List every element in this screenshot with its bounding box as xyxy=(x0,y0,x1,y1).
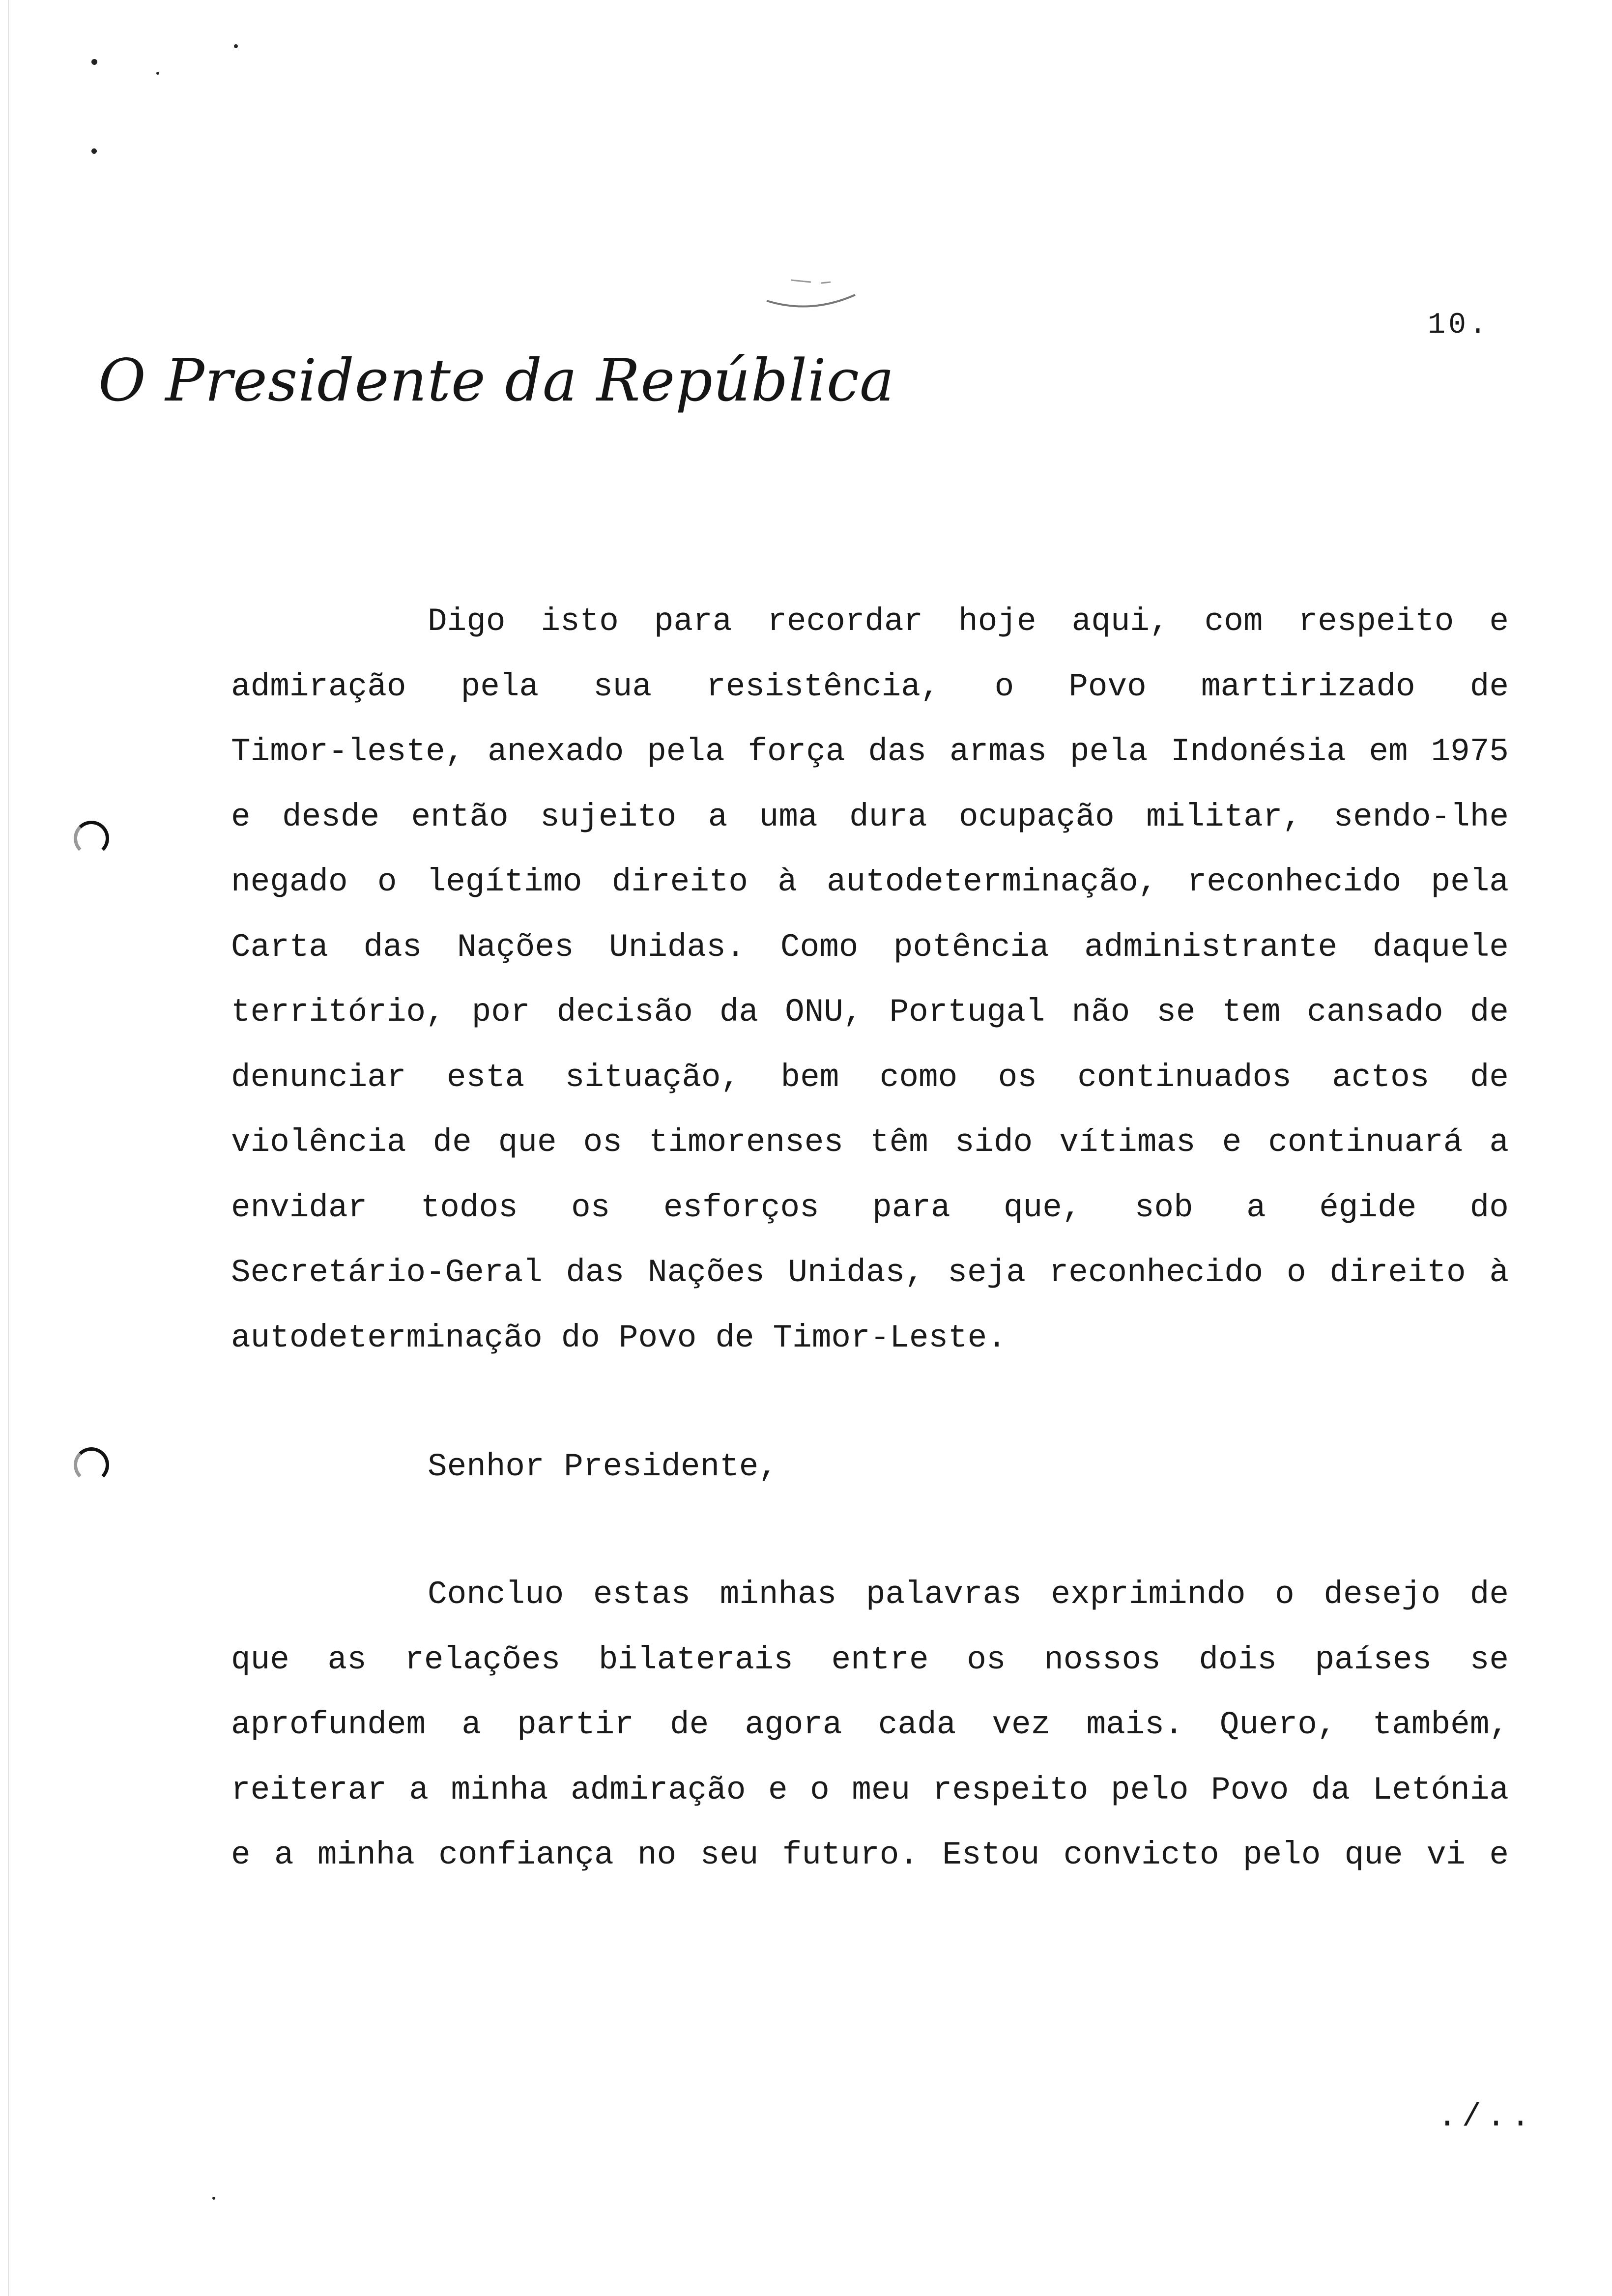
word: e xyxy=(768,1771,788,1808)
word: daquele xyxy=(1372,928,1509,966)
word: meu xyxy=(852,1771,911,1808)
word: envidar xyxy=(231,1189,368,1226)
word: Como xyxy=(780,928,859,966)
word: administrante xyxy=(1084,928,1338,966)
word: da xyxy=(719,994,759,1031)
word: Carta xyxy=(231,928,329,966)
word: minha xyxy=(317,1837,415,1873)
salutation: Senhor Presidente, xyxy=(428,1448,778,1485)
continuation-mark: ./.. xyxy=(1438,2098,1535,2135)
word: Secretário-Geral xyxy=(231,1254,543,1291)
text-line xyxy=(231,928,1509,967)
word: território, xyxy=(231,994,445,1031)
word: com xyxy=(1204,603,1263,640)
word: sob xyxy=(1134,1189,1193,1226)
word: minhas xyxy=(720,1576,837,1613)
word: e xyxy=(231,1837,251,1873)
word: Estou xyxy=(942,1837,1040,1873)
word: confiança xyxy=(438,1837,614,1873)
word: seu xyxy=(700,1837,759,1873)
punch-hole-lower xyxy=(74,1447,109,1483)
word: Unidas. xyxy=(609,928,746,966)
word: minha xyxy=(451,1771,548,1808)
word: em xyxy=(1369,733,1408,770)
word: anexado xyxy=(488,733,624,770)
word: que xyxy=(231,1641,289,1678)
word: no xyxy=(637,1837,677,1873)
word: potência xyxy=(893,928,1049,966)
word: pela xyxy=(1069,733,1148,770)
word: futuro. xyxy=(782,1837,919,1873)
text-line xyxy=(231,1836,1509,1875)
text-line xyxy=(231,1058,1509,1097)
word: Povo xyxy=(1210,1771,1289,1808)
word: os xyxy=(571,1189,610,1226)
word: Digo xyxy=(428,603,506,640)
word: a xyxy=(708,798,728,835)
word: à xyxy=(777,863,797,900)
word: admiração xyxy=(571,1771,746,1808)
word: pela xyxy=(1431,863,1509,900)
word: decisão xyxy=(556,994,693,1031)
word: direito xyxy=(611,863,748,900)
word: de xyxy=(1469,1059,1509,1096)
word: nossos xyxy=(1044,1641,1161,1678)
word: todos xyxy=(420,1189,518,1226)
word: bem xyxy=(780,1059,839,1096)
word: dois xyxy=(1199,1641,1277,1678)
word: Indonésia xyxy=(1171,733,1346,770)
word: força xyxy=(748,733,845,770)
word: o xyxy=(810,1771,830,1808)
word: esforços xyxy=(663,1189,819,1226)
word: martirizado xyxy=(1201,668,1415,705)
letterhead: O Presidente da República xyxy=(98,346,895,414)
word: reconhecido xyxy=(1187,863,1402,900)
word: dura xyxy=(849,798,927,835)
word: da xyxy=(1311,1771,1351,1808)
text-line xyxy=(231,1253,1509,1292)
word: bilaterais xyxy=(598,1641,793,1678)
word: a xyxy=(409,1771,429,1808)
word: sua xyxy=(593,668,652,705)
word: têm xyxy=(869,1124,928,1161)
punch-hole-upper xyxy=(74,821,109,856)
word: se xyxy=(1469,1641,1509,1678)
text-line xyxy=(231,1319,1509,1358)
word: como xyxy=(879,1059,958,1096)
word: respeito xyxy=(932,1771,1089,1808)
word: e xyxy=(1489,1837,1509,1873)
word: a xyxy=(1489,1124,1509,1161)
scan-speck xyxy=(91,148,97,154)
word: denunciar xyxy=(231,1059,406,1096)
word: a xyxy=(461,1706,481,1743)
word: e xyxy=(1222,1124,1242,1161)
word: uma xyxy=(759,798,818,835)
text-line xyxy=(231,1188,1509,1228)
text-line xyxy=(231,732,1509,772)
word: timorenses xyxy=(648,1124,843,1161)
word: Timor-leste, xyxy=(231,733,465,770)
word: militar, xyxy=(1146,798,1302,835)
text-line xyxy=(231,1640,1509,1680)
word: de xyxy=(670,1706,709,1743)
word: também, xyxy=(1372,1706,1509,1743)
word: das xyxy=(868,733,927,770)
word: a xyxy=(274,1837,294,1873)
word: actos xyxy=(1332,1059,1430,1096)
word: armas xyxy=(949,733,1047,770)
word: Concluo xyxy=(428,1576,564,1613)
word: que xyxy=(498,1124,557,1161)
word: de xyxy=(715,1319,754,1356)
word: reconhecido xyxy=(1049,1254,1264,1291)
word: respeito xyxy=(1298,603,1454,640)
word: palavras xyxy=(865,1576,1022,1613)
word: ONU, xyxy=(785,994,863,1031)
word: pelo xyxy=(1242,1837,1321,1873)
word: relações xyxy=(404,1641,561,1678)
word: mais. xyxy=(1086,1706,1184,1743)
word: que, xyxy=(1004,1189,1082,1226)
word: países xyxy=(1315,1641,1432,1678)
word: isto xyxy=(541,603,619,640)
word: e xyxy=(1489,603,1509,640)
word: negado xyxy=(231,863,348,900)
word: Povo xyxy=(618,1319,697,1356)
word: para xyxy=(872,1189,950,1226)
word: convicto xyxy=(1063,1837,1219,1873)
text-line xyxy=(231,862,1509,902)
word: exprimindo xyxy=(1051,1576,1246,1613)
word: agora xyxy=(745,1706,842,1743)
text-line xyxy=(428,1575,1509,1614)
scan-speck xyxy=(156,72,159,75)
word: de xyxy=(1469,1576,1509,1613)
faint-stamp-mark xyxy=(757,265,875,324)
word: aprofundem xyxy=(231,1706,426,1743)
word: Unidas, xyxy=(788,1254,924,1291)
scan-edge xyxy=(8,0,9,2296)
word: pelo xyxy=(1111,1771,1189,1808)
word: então xyxy=(411,798,509,835)
word: à xyxy=(1489,1254,1509,1291)
word: sido xyxy=(954,1124,1033,1161)
word: direito xyxy=(1329,1254,1466,1291)
word: reiterar xyxy=(231,1771,387,1808)
word: égide xyxy=(1319,1189,1417,1226)
page-number: 10. xyxy=(1428,309,1490,342)
word: 1975 xyxy=(1431,733,1509,770)
word: autodeterminação xyxy=(231,1319,543,1356)
word: admiração xyxy=(231,668,406,705)
word: tem xyxy=(1222,994,1281,1031)
word: e xyxy=(231,798,251,835)
word: os xyxy=(967,1641,1006,1678)
word: hoje xyxy=(958,603,1036,640)
word: Letónia xyxy=(1372,1771,1509,1808)
scan-speck xyxy=(91,59,97,65)
word: resistência, xyxy=(706,668,940,705)
word: o xyxy=(994,668,1014,705)
word: recordar xyxy=(767,603,923,640)
word: do xyxy=(1469,1189,1509,1226)
word: por xyxy=(471,994,530,1031)
word: Quero, xyxy=(1219,1706,1337,1743)
scan-speck xyxy=(234,44,238,48)
word: não xyxy=(1071,994,1130,1031)
word: violência xyxy=(231,1124,406,1161)
text-line xyxy=(231,993,1509,1032)
scan-speck xyxy=(212,2197,215,2200)
word: ocupação xyxy=(958,798,1115,835)
word: autodeterminação, xyxy=(827,863,1158,900)
word: continuados xyxy=(1077,1059,1292,1096)
word: Nações xyxy=(457,928,574,966)
word: vi xyxy=(1426,1837,1466,1873)
word: pela xyxy=(461,668,539,705)
word: de xyxy=(1469,668,1509,705)
word: cada xyxy=(878,1706,956,1743)
word: o xyxy=(1287,1254,1306,1291)
word: os xyxy=(998,1059,1037,1096)
word: o xyxy=(377,863,397,900)
word: os xyxy=(583,1124,622,1161)
text-line xyxy=(231,1771,1509,1810)
text-line xyxy=(231,667,1509,707)
word: desde xyxy=(282,798,380,835)
text-line xyxy=(231,1705,1509,1745)
word: entre xyxy=(831,1641,929,1678)
word: seja xyxy=(948,1254,1026,1291)
word: pela xyxy=(647,733,725,770)
word: aqui, xyxy=(1071,603,1169,640)
word: as xyxy=(327,1641,367,1678)
word: que xyxy=(1344,1837,1403,1873)
word: partir xyxy=(517,1706,634,1743)
word: Portugal xyxy=(889,994,1045,1031)
word: cansado xyxy=(1307,994,1443,1031)
word: do xyxy=(561,1319,600,1356)
word: legítimo xyxy=(426,863,582,900)
word: Povo xyxy=(1068,668,1147,705)
word: o xyxy=(1275,1576,1295,1613)
word: continuará xyxy=(1268,1124,1463,1161)
text-line xyxy=(231,798,1509,837)
word: Timor-Leste. xyxy=(773,1319,1007,1356)
word: desejo xyxy=(1324,1576,1441,1613)
word: sujeito xyxy=(540,798,677,835)
word: vez xyxy=(992,1706,1051,1743)
text-line xyxy=(428,602,1509,641)
word: das xyxy=(363,928,422,966)
word: Nações xyxy=(648,1254,765,1291)
word: estas xyxy=(593,1576,691,1613)
word: de xyxy=(1469,994,1509,1031)
word: vítimas xyxy=(1059,1124,1196,1161)
text-line xyxy=(231,1123,1509,1162)
word: situação, xyxy=(565,1059,741,1096)
word: se xyxy=(1156,994,1196,1031)
word: para xyxy=(654,603,732,640)
word: das xyxy=(566,1254,625,1291)
word: esta xyxy=(446,1059,525,1096)
word: a xyxy=(1246,1189,1266,1226)
word: sendo-lhe xyxy=(1333,798,1509,835)
word: de xyxy=(432,1124,472,1161)
